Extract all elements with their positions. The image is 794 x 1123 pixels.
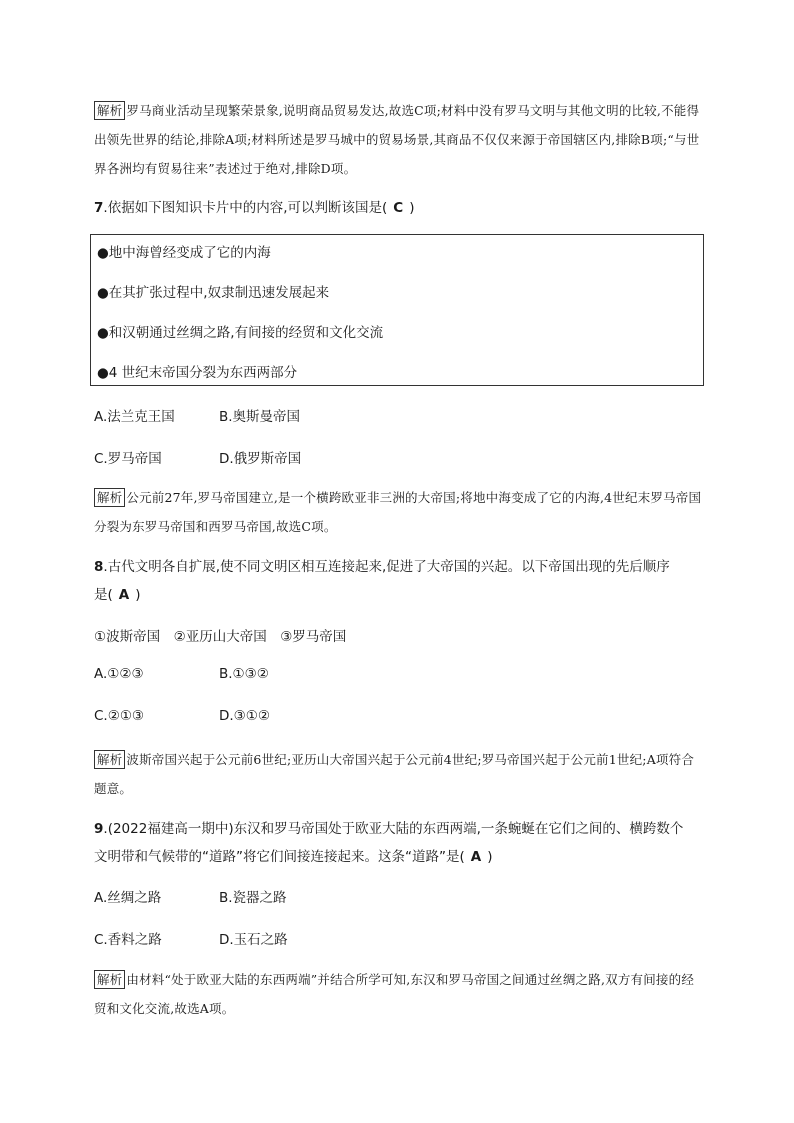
knowledge-card — [90, 234, 704, 386]
question-text-end: ) — [135, 587, 141, 603]
question-7 — [94, 194, 706, 222]
option-c: C.香料之路 — [94, 932, 162, 948]
card-item: ●在其扩张过程中,奴隶制迅速发展起来 — [97, 285, 330, 301]
explanation-q9 — [94, 965, 706, 1023]
question-number: 9 — [94, 821, 104, 837]
question-number: 8 — [94, 559, 104, 575]
option-d: D.③①② — [219, 708, 270, 724]
option-b: B.瓷器之路 — [219, 890, 287, 906]
question-text: .古代文明各自扩展,使不同文明区相互连接起来,促进了大帝国的兴起。以下帝国出现的先后顺序 — [103, 559, 670, 575]
question-text-end: ) — [487, 849, 493, 865]
explanation-q8 — [94, 745, 706, 803]
option-a: A.丝绸之路 — [94, 890, 162, 906]
empire-list: ①波斯帝国 ②亚历山大帝国 ③罗马帝国 — [94, 629, 347, 645]
explanation-text: 由材料“处于欧亚大陆的东西两端”并结合所学可知,东汉和罗马帝国之间通过丝绸之路,双方有间接的经贸和文化交流,故选A项。 — [94, 972, 695, 1016]
explanation-q6 — [94, 96, 706, 183]
explanation-text: 波斯帝国兴起于公元前6世纪;亚历山大帝国兴起于公元前4世纪;罗马帝国兴起于公元前1世纪;A项符合题意。 — [94, 752, 695, 796]
option-c: C.罗马帝国 — [94, 451, 162, 467]
explanation-tag: 解析 — [94, 488, 125, 507]
card-item: ●4 世纪末帝国分裂为东西两部分 — [97, 365, 298, 381]
question-text-line2: 是( — [94, 587, 113, 603]
explanation-text: 罗马商业活动呈现繁荣景象,说明商品贸易发达,故选C项;材料中没有罗马文明与其他文明的比较,不能得出领先世界的结论,排除A项;材料所述是罗马城中的贸易场景,其商品不仅仅来源于帝国辖区内,排除B项;“与世界各洲均有贸易往来”表述过于绝对,排除D项。 — [94, 103, 700, 176]
option-a: A.①②③ — [94, 666, 144, 682]
option-b: B.奥斯曼帝国 — [219, 409, 301, 425]
answer: A — [118, 587, 130, 603]
explanation-tag: 解析 — [94, 750, 125, 769]
answer: C — [393, 200, 404, 216]
option-d: D.玉石之路 — [219, 932, 288, 948]
question-9 — [94, 815, 706, 871]
question-number: 7 — [94, 200, 104, 216]
explanation-tag: 解析 — [94, 101, 125, 120]
question-8 — [94, 553, 706, 609]
explanation-text: 公元前27年,罗马帝国建立,是一个横跨欧亚非三洲的大帝国;将地中海变成了它的内海,4世纪末罗马帝国分裂为东罗马帝国和西罗马帝国,故选C项。 — [94, 490, 702, 534]
option-c: C.②①③ — [94, 708, 145, 724]
explanation-q7 — [94, 483, 706, 541]
card-item: ●地中海曾经变成了它的内海 — [97, 245, 271, 261]
answer: A — [470, 849, 482, 865]
explanation-tag: 解析 — [94, 970, 125, 989]
question-text: .(2022福建高一期中)东汉和罗马帝国处于欧亚大陆的东西两端,一条蜿蜒在它们之间的、横跨数个 — [103, 821, 684, 837]
option-a: A.法兰克王国 — [94, 409, 175, 425]
question-text: .依据如下图知识卡片中的内容,可以判断该国是( — [103, 200, 388, 216]
option-d: D.俄罗斯帝国 — [219, 451, 302, 467]
question-text-line2: 文明带和气候带的“道路”将它们间接连接起来。这条“道路”是( — [94, 849, 465, 865]
question-text-end: ) — [409, 200, 415, 216]
option-b: B.①③② — [219, 666, 269, 682]
card-item: ●和汉朝通过丝绸之路,有间接的经贸和文化交流 — [97, 325, 384, 341]
